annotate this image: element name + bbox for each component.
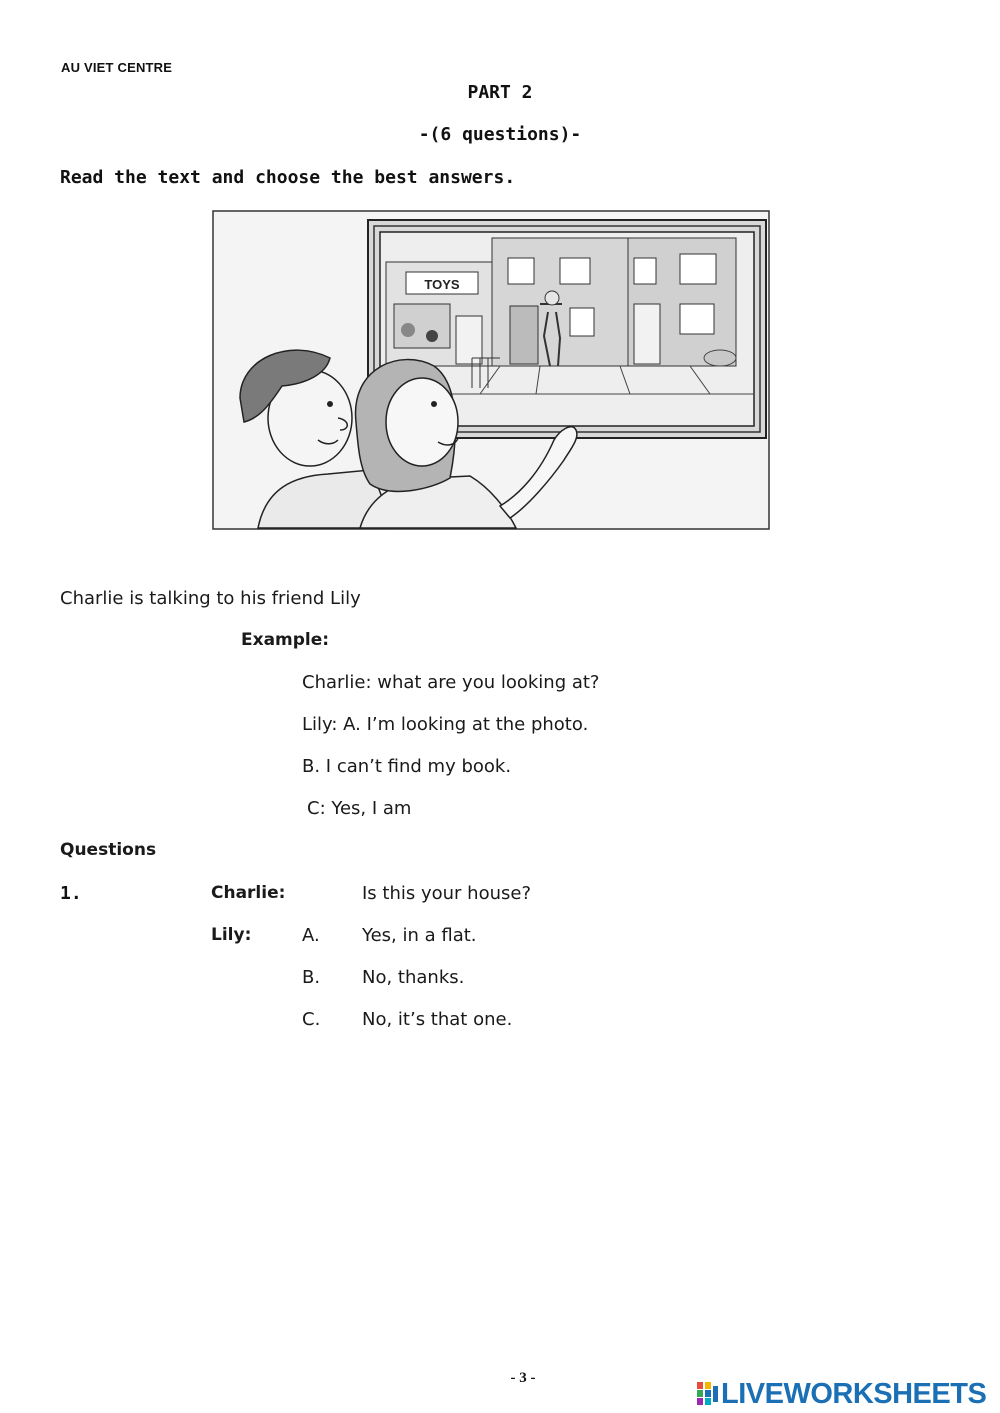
- question-count: -(6 questions)-: [418, 124, 582, 145]
- illustration-photo: [210, 208, 772, 532]
- questions-heading: Questions: [60, 840, 157, 860]
- part-title: PART 2: [467, 82, 533, 103]
- liveworksheets-wordmark: LIVEWORKSHEETS: [721, 1377, 987, 1410]
- option-a-text[interactable]: Yes, in a flat.: [362, 925, 477, 946]
- example-label: Example:: [241, 630, 330, 650]
- option-b-letter: B.: [302, 967, 321, 988]
- example-line: B. I can’t find my book.: [302, 756, 512, 777]
- example-line: C: Yes, I am: [307, 798, 412, 819]
- option-b-text[interactable]: No, thanks.: [362, 967, 465, 988]
- option-a-letter: A.: [302, 925, 320, 946]
- header-org-name: AU VIET CENTRE: [61, 60, 173, 75]
- question-text: Is this your house?: [362, 883, 532, 904]
- instruction: Read the text and choose the best answers.: [60, 167, 516, 188]
- liveworksheets-logo[interactable]: [697, 1376, 986, 1412]
- liveworksheets-icon: [697, 1382, 719, 1406]
- example-line: Charlie: what are you looking at?: [302, 672, 600, 693]
- toys-sign: TOYS: [424, 277, 460, 292]
- intro-text: Charlie is talking to his friend Lily: [60, 588, 361, 609]
- example-line: Lily: A. I’m looking at the photo.: [302, 714, 589, 735]
- question-number: 1.: [60, 883, 82, 904]
- question-speaker-charlie: Charlie:: [211, 883, 286, 903]
- option-c-letter: C.: [302, 1009, 321, 1030]
- question-speaker-lily: Lily:: [211, 925, 252, 945]
- page-number: - 3 -: [510, 1370, 536, 1386]
- option-c-text[interactable]: No, it’s that one.: [362, 1009, 513, 1030]
